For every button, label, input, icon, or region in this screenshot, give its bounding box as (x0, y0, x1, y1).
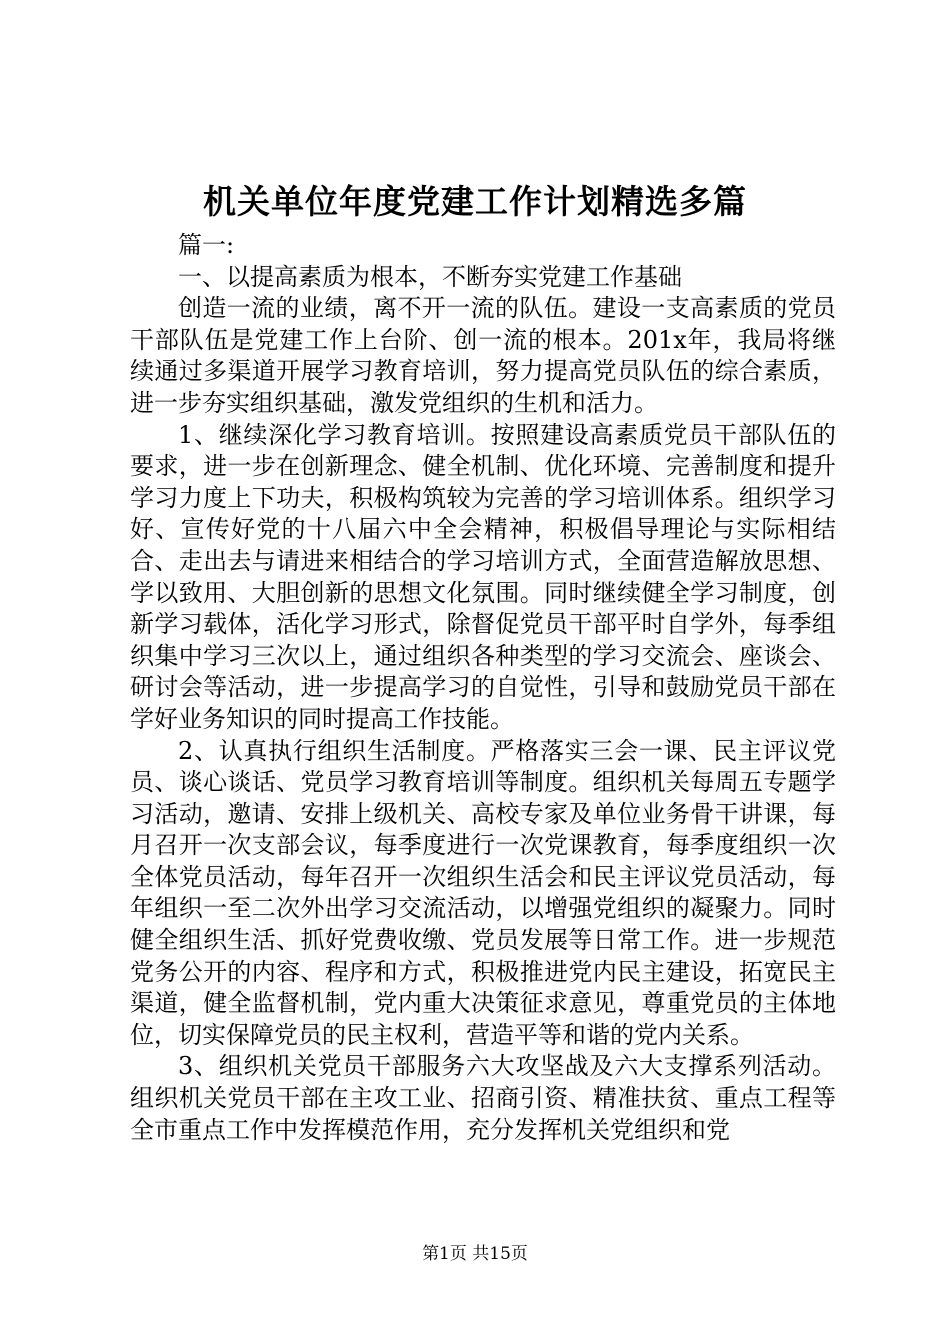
page-number-footer: 第1页 共15页 (422, 1244, 528, 1264)
document-body (130, 230, 836, 1146)
body-paragraph: 3、组织机关党员干部服务六大攻坚战及六大支撑系列活动。组织机关党员干部在主攻工业、招商引资、精准扶贫、重点工程等全市重点工作中发挥模范作用，充分发挥机关党组织和党 (130, 1052, 836, 1144)
section-heading: 一、以提高素质为根本，不断夯实党建工作基础 (178, 262, 682, 291)
body-paragraph: 创造一流的业绩，离不开一流的队伍。建设一支高素质的党员干部队伍是党建工作上台阶、创一流的根本。201x年，我局将继续通过多渠道开展学习教育培训，努力提高党员队伍的综合素质，进一步夯实组织基础，激发党组织的生机和活力。 (130, 294, 836, 417)
body-paragraph: 1、继续深化学习教育培训。按照建设高素质党员干部队伍的要求，进一步在创新理念、健全机制、优化环境、完善制度和提升学习力度上下功夫，积极构筑较为完善的学习培训体系。组织学习好、宣传好党的十八届六中全会精神，积极倡导理论与实际相结合、走出去与请进来相结合的学习培训方式，全面营造解放思想、学以致用、大胆创新的思想文化氛围。同时继续健全学习制度，创新学习载体，活化学习形式，除督促党员干部平时自学外，每季组织集中学习三次以上，通过组织各种类型的学习交流会、座谈会、研讨会等活动，进一步提高学习的自觉性，引导和鼓励党员干部在学好业务知识的同时提高工作技能。 (130, 420, 836, 733)
section-label: 篇一: (178, 231, 235, 259)
body-paragraph: 2、认真执行组织生活制度。严格落实三会一课、民主评议党员、谈心谈话、党员学习教育培训等制度。组织机关每周五专题学习活动，邀请、安排上级机关、高校专家及单位业务骨干讲课，每月召开一次支部会议，每季度进行一次党课教育，每季度组织一次全体党员活动，每年召开一次组织生活会和民主评议党员活动，每年组织一至二次外出学习交流活动，以增强党组织的凝聚力。同时健全组织生活、抓好党费收缴、党员发展等日常工作。进一步规范党务公开的内容、程序和方式，积极推进党内民主建设，拓宽民主渠道，健全监督机制，党内重大决策征求意见，尊重党员的主体地位，切实保障党员的民主权利，营造平等和谐的党内关系。 (130, 736, 836, 1049)
document-title: 机关单位年度党建工作计划精选多篇 (203, 182, 747, 221)
